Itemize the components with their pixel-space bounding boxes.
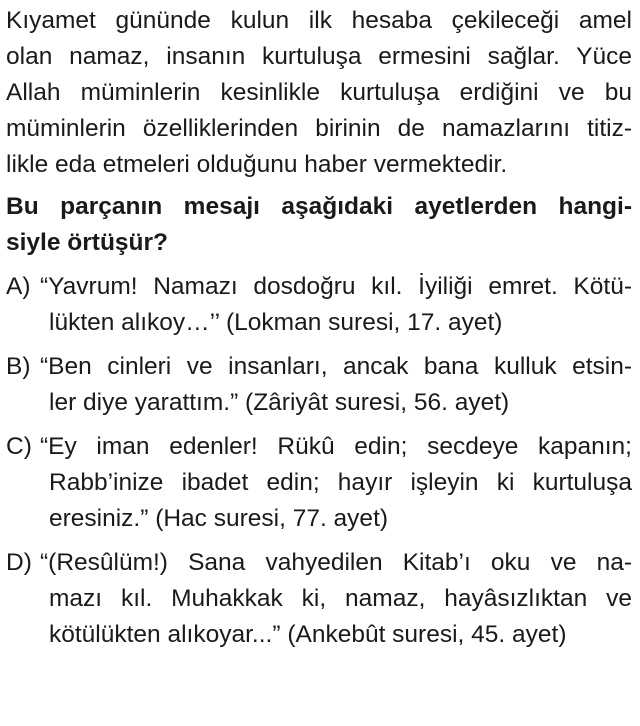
question-line: Bu parçanın mesajı aşağıdaki ayetlerden hangi- bbox=[6, 193, 632, 220]
passage-line: Allah müminlerin kesinlikle kurtuluşa erdiğini ve bu bbox=[6, 79, 632, 106]
option-line: “Ben cinleri ve insanları, ancak bana kulluk etsin- bbox=[40, 353, 632, 380]
option-text bbox=[40, 269, 632, 341]
option-text bbox=[40, 349, 632, 421]
answer-option-b[interactable] bbox=[6, 349, 632, 421]
passage-line: olan namaz, insanın kurtuluşa ermesini sağlar. Yüce bbox=[6, 43, 632, 70]
option-text bbox=[40, 545, 632, 653]
passage-line: Kıyamet gününde kulun ilk hesaba çekileceği amel bbox=[6, 7, 632, 34]
option-line: mazı kıl. Muhakkak ki, namaz, hayâsızlıktan ve bbox=[49, 585, 632, 612]
option-letter: C) bbox=[6, 433, 32, 460]
answer-option-c[interactable] bbox=[6, 429, 632, 537]
answer-option-d[interactable] bbox=[6, 545, 632, 653]
option-line: lükten alıkoy…’’ (Lokman suresi, 17. ayet) bbox=[49, 309, 503, 336]
option-line: “Yavrum! Namazı dosdoğru kıl. İyiliği emret. Kötü- bbox=[40, 273, 632, 300]
option-text bbox=[40, 429, 632, 537]
option-line: ler diye yarattım.” (Zâriyât suresi, 56. ayet) bbox=[49, 389, 510, 416]
question-passage bbox=[6, 3, 632, 183]
option-line: “Ey iman edenler! Rükû edin; secdeye kapanın; bbox=[40, 433, 632, 460]
option-line: eresiniz.” (Hac suresi, 77. ayet) bbox=[49, 505, 389, 532]
answer-option-a[interactable] bbox=[6, 269, 632, 341]
passage-line: müminlerin özelliklerinden birinin de namazlarını titiz- bbox=[6, 115, 632, 142]
option-letter: B) bbox=[6, 353, 31, 380]
option-letter: D) bbox=[6, 549, 32, 576]
option-line: kötülükten alıkoyar...” (Ankebût suresi, 45. ayet) bbox=[49, 621, 567, 648]
passage-line: likle eda etmeleri olduğunu haber vermektedir. bbox=[6, 151, 508, 178]
question-stem bbox=[6, 189, 632, 261]
option-line: Rabb’inize ibadet edin; hayır işleyin ki kurtuluşa bbox=[49, 469, 632, 496]
option-letter: A) bbox=[6, 273, 31, 300]
question-line: siyle örtüşür? bbox=[6, 229, 169, 256]
option-line: “(Resûlüm!) Sana vahyedilen Kitab’ı oku ve na- bbox=[40, 549, 632, 576]
